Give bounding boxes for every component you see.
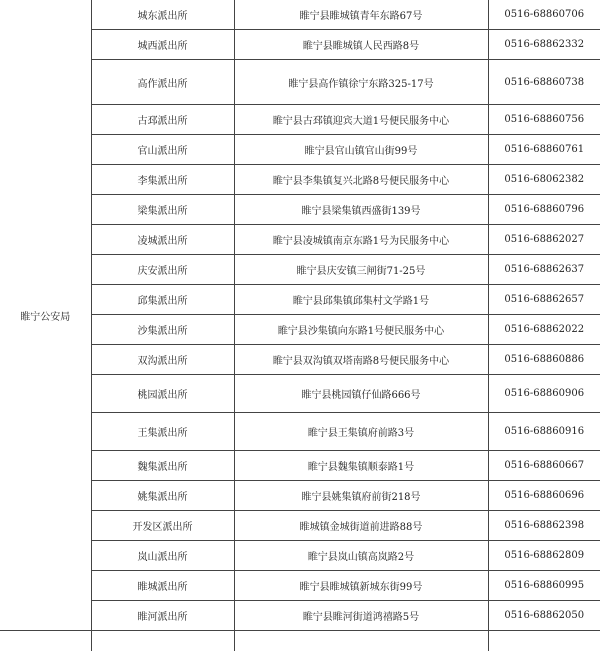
station-name-cell: 官山派出所 <box>91 135 234 165</box>
station-phone-cell: 0516-68860906 <box>488 375 600 413</box>
station-phone-cell: 0516-68862050 <box>488 601 600 631</box>
station-phone-cell: 0516-68860886 <box>488 345 600 375</box>
station-address-cell: 睢宁县姚集镇府前街218号 <box>234 481 488 511</box>
station-address-cell: 睢宁县邱集镇邱集村文学路1号 <box>234 285 488 315</box>
station-address-cell: 睢宁县沙集镇向东路1号便民服务中心 <box>234 315 488 345</box>
station-address-cell: 睢宁县双沟镇双塔南路8号便民服务中心 <box>234 345 488 375</box>
station-name-cell: 李集派出所 <box>91 165 234 195</box>
station-name-cell: 王集派出所 <box>91 413 234 451</box>
station-name-cell: 双沟派出所 <box>91 345 234 375</box>
station-phone-cell: 0516-68862637 <box>488 255 600 285</box>
station-name-cell: 岚山派出所 <box>91 541 234 571</box>
station-phone-cell: 0516-68862332 <box>488 30 600 60</box>
station-phone-cell: 0516-68862022 <box>488 315 600 345</box>
station-name-cell: 沙集派出所 <box>91 315 234 345</box>
station-phone-cell: 0516-68862657 <box>488 285 600 315</box>
station-name-cell: 开发区派出所 <box>91 511 234 541</box>
station-phone-cell: 0516-68860995 <box>488 571 600 601</box>
station-phone-cell: 0516-68862027 <box>488 225 600 255</box>
station-address-cell: 睢宁县凌城镇南京东路1号为民服务中心 <box>234 225 488 255</box>
station-name-cell: 古邳派出所 <box>91 105 234 135</box>
station-name-cell: 睢城派出所 <box>91 571 234 601</box>
station-address-cell: 睢宁县睢河街道鸿禧路5号 <box>234 601 488 631</box>
station-name-cell: 桃园派出所 <box>91 375 234 413</box>
station-name-cell: 梁集派出所 <box>91 195 234 225</box>
station-address-cell: 睢宁县高作镇徐宁东路325-17号 <box>234 60 488 105</box>
station-address-cell: 睢宁县古邳镇迎宾大道1号便民服务中心 <box>234 105 488 135</box>
station-address-cell: 睢宁县官山镇官山街99号 <box>234 135 488 165</box>
station-address-cell: 睢宁县庆安镇三闸街71-25号 <box>234 255 488 285</box>
station-name-cell: 邱集派出所 <box>91 285 234 315</box>
station-address-cell: 睢宁县睢城镇人民西路8号 <box>234 30 488 60</box>
station-address-cell: 睢宁县睢城镇青年东路67号 <box>234 0 488 30</box>
station-phone-cell: 0516-68860667 <box>488 451 600 481</box>
station-phone-cell: 0516-68062382 <box>488 165 600 195</box>
station-name-cell: 魏集派出所 <box>91 451 234 481</box>
station-phone-cell: 0516-68860796 <box>488 195 600 225</box>
station-name-cell: 姚集派出所 <box>91 481 234 511</box>
station-address-cell: 睢宁县魏集镇顺泰路1号 <box>234 451 488 481</box>
station-address-cell: 睢宁县梁集镇西盛街139号 <box>234 195 488 225</box>
table-row <box>0 0 600 30</box>
station-phone-cell: 0516-68860761 <box>488 135 600 165</box>
station-name-cell: 城东派出所 <box>91 0 234 30</box>
station-phone-cell: 0516-68860916 <box>488 413 600 451</box>
station-name-cell: 高作派出所 <box>91 60 234 105</box>
station-address-cell: 睢城镇金城街道前进路88号 <box>234 511 488 541</box>
station-phone-cell: 0516-68860696 <box>488 481 600 511</box>
station-address-cell: 睢宁县桃园镇仔仙路666号 <box>234 375 488 413</box>
station-address-cell: 睢宁县岚山镇高岚路2号 <box>234 541 488 571</box>
station-address-cell: 睢宁县睢城镇新城东街99号 <box>234 571 488 601</box>
station-phone-cell: 0516-68862398 <box>488 511 600 541</box>
station-address-cell: 睢宁县王集镇府前路3号 <box>234 413 488 451</box>
station-phone-cell: 0516-68860738 <box>488 60 600 105</box>
station-phone-cell: 0516-68860756 <box>488 105 600 135</box>
station-name-cell: 睢河派出所 <box>91 601 234 631</box>
station-phone-cell: 0516-68862809 <box>488 541 600 571</box>
bureau-name-cell: 睢宁公安局 <box>0 0 91 631</box>
station-name-cell: 凌城派出所 <box>91 225 234 255</box>
station-name-cell: 城西派出所 <box>91 30 234 60</box>
station-phone-cell: 0516-68860706 <box>488 0 600 30</box>
station-address-cell: 睢宁县李集镇复兴北路8号便民服务中心 <box>234 165 488 195</box>
station-name-cell: 庆安派出所 <box>91 255 234 285</box>
